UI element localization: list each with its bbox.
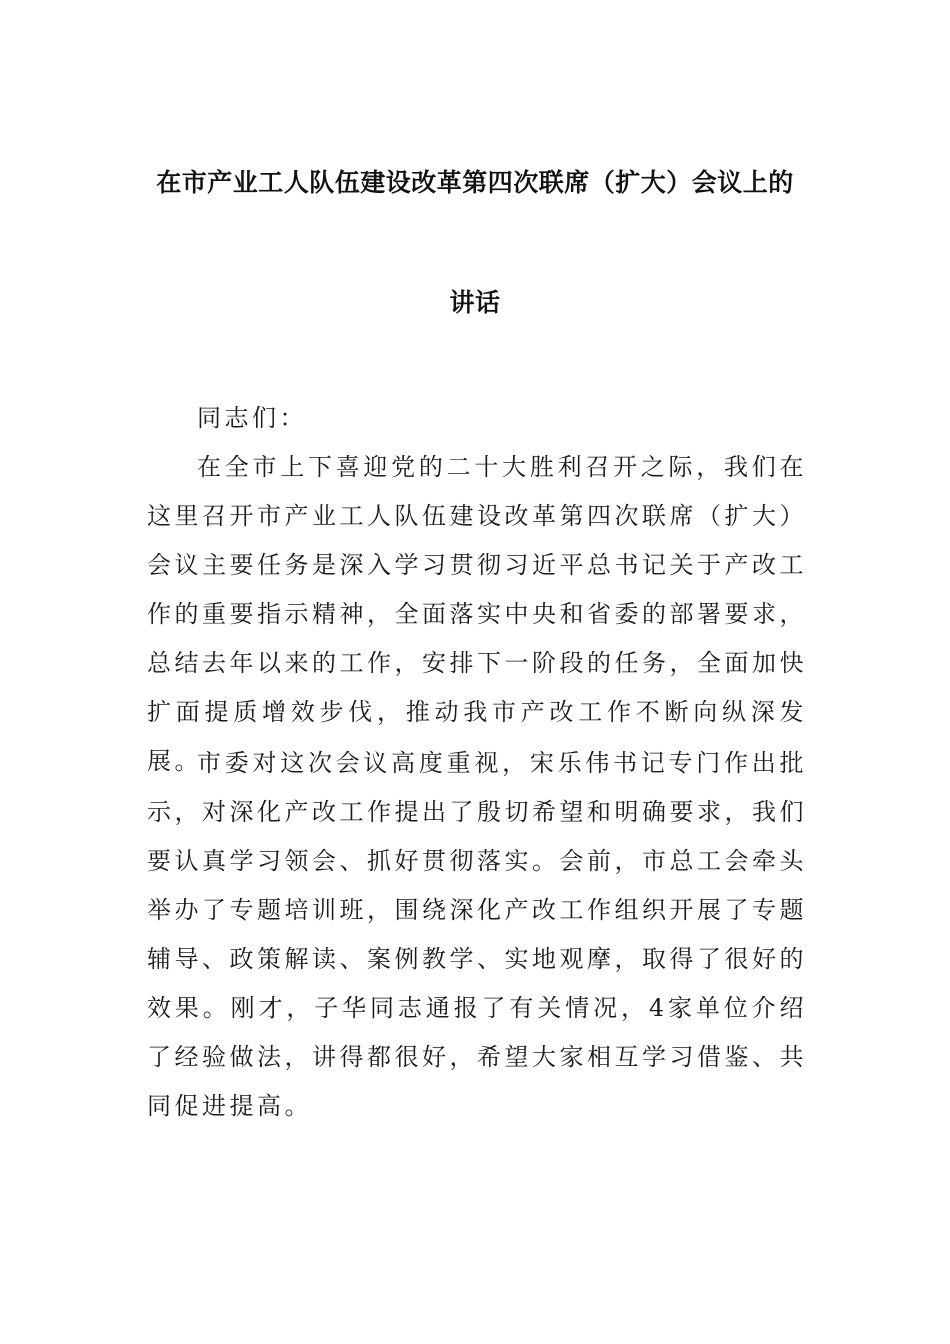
paragraph-1-block <box>147 443 807 786</box>
paragraph-2: 市委对这次会议高度重视，宋乐伟书记专门作出批示，对深化产改工作提出了殷切希望和明确要求，我们要认真学习领会、抓好贯彻落实。会前，市总工会牵头举办了专题培训班，围绕深化产改工作组织开展了专题辅导、政策解读、案例教学、实地观摩，取得了很好的效果。刚才，子华同志通报了有关情况，4家单位介绍了经验做法，讲得都很好，希望大家相互学习借鉴、共同促进提高。 <box>147 749 807 1120</box>
paragraph-1: 在全市上下喜迎党的二十大胜利召开之际，我们在这里召开市产业工人队伍建设改革第四次联席（扩大）会议主要任务是深入学习贯彻习近平总书记关于产改工作的重要指示精神，全面落实中央和省委的部署要求，总结去年以来的工作，安排下一阶段的任务，全面加快扩面提质增效步伐，推动我市产改工作不断向纵深发展。 <box>147 453 807 775</box>
salutation: 同志们： <box>197 404 307 432</box>
paragraph-2-block <box>147 739 807 1131</box>
document-title-line-2: 讲话 <box>449 288 501 317</box>
document-title-line-1: 在市产业工人队伍建设改革第四次联席（扩大）会议上的 <box>156 168 794 197</box>
